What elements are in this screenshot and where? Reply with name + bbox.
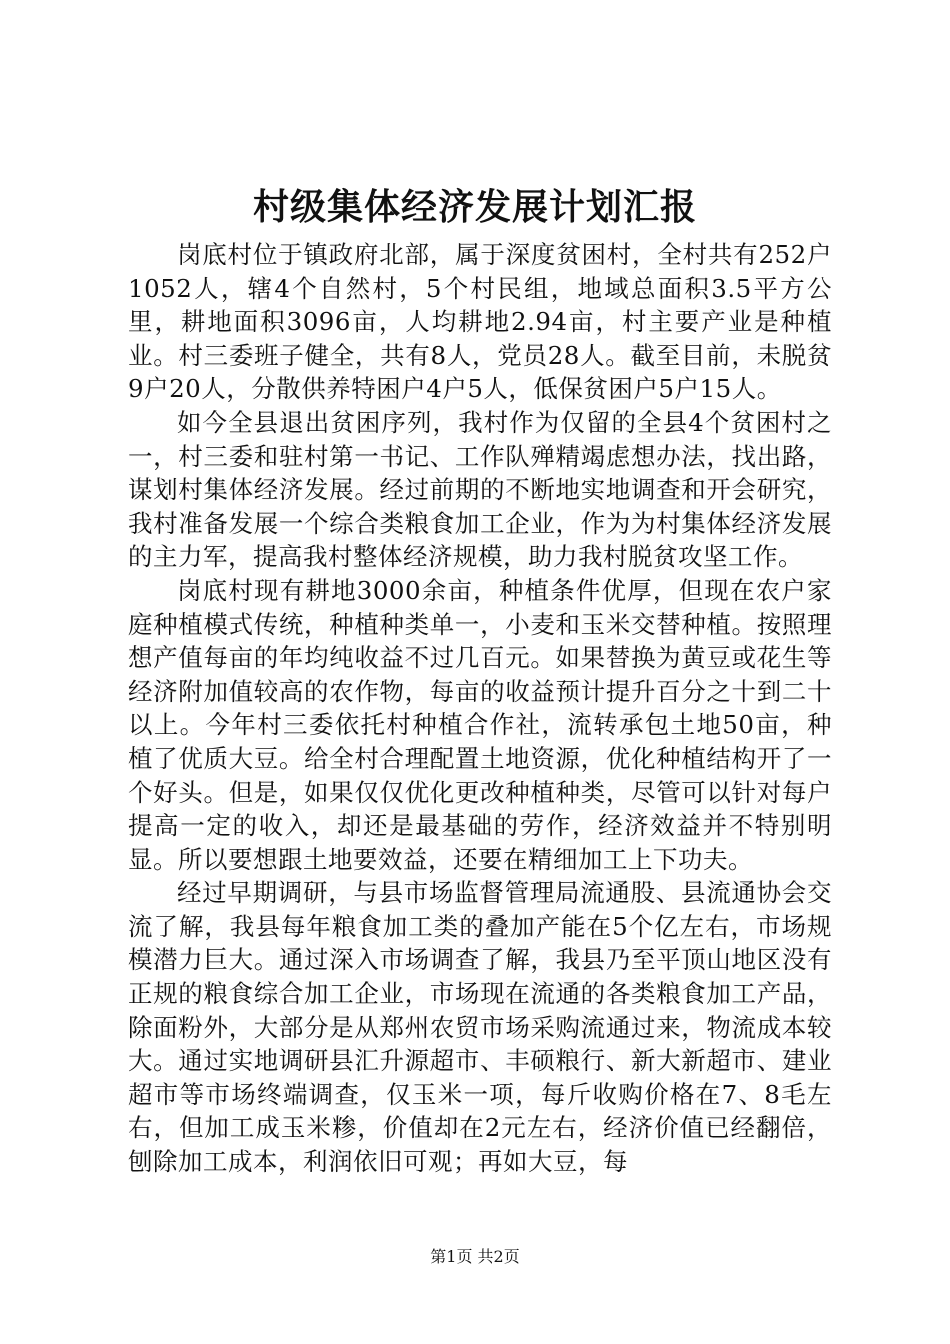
paragraph: 岗底村现有耕地3000余亩，种植条件优厚，但现在农户家庭种植模式传统，种植种类单一，小麦和玉米交替种植。按照理想产值每亩的年均纯收益不过几百元。如果替换为黄豆或花生等经济附加值较高的农作物，每亩的收益预计提升百分之十到二十以上。今年村三委依托村种植合作社，流转承包土地50亩，种植了优质大豆。给全村合理配置土地资源，优化种植结构开了一个好头。但是，如果仅仅优化更改种植种类，尽管可以针对每户提高一定的收入，却还是最基础的劳作，经济效益并不特别明显。所以要想跟土地要效益，还要在精细加工上下功夫。 [128,575,832,874]
paragraph: 岗底村位于镇政府北部，属于深度贫困村，全村共有252户1052人，辖4个自然村，5个村民组，地域总面积3.5平方公里，耕地面积3096亩，人均耕地2.94亩，村主要产业是种植业。村三委班子健全，共有8人，党员28人。截至目前，未脱贫9户20人，分散供养特困户4户5人，低保贫困户5户15人。 [128,240,832,404]
document-body [128,238,832,1179]
paragraph: 经过早期调研，与县市场监督管理局流通股、县流通协会交流了解，我县每年粮食加工类的叠加产能在5个亿左右，市场规模潜力巨大。通过深入市场调查了解，我县乃至平顶山地区没有正规的粮食综合加工企业，市场现在流通的各类粮食加工产品，除面粉外，大部分是从郑州农贸市场采购流通过来，物流成本较大。通过实地调研县汇升源超市、丰硕粮行、新大新超市、建业超市等市场终端调查，仅玉米一项，每斤收购价格在7、8毛左右，但加工成玉米糁，价值却在2元左右，经济价值已经翻倍，刨除加工成本，利润依旧可观；再如大豆，每 [128,878,832,1177]
document-title: 村级集体经济发展计划汇报 [252,186,697,228]
paragraph: 如今全县退出贫困序列，我村作为仅留的全县4个贫困村之一，村三委和驻村第一书记、工作队殚精竭虑想办法，找出路，谋划村集体经济发展。经过前期的不断地实地调查和开会研究，我村准备发展一个综合类粮食加工企业，作为为村集体经济发展的主力军，提高我村整体经济规模，助力我村脱贫攻坚工作。 [128,407,832,572]
page-footer: 第1页 共2页 [430,1247,520,1266]
